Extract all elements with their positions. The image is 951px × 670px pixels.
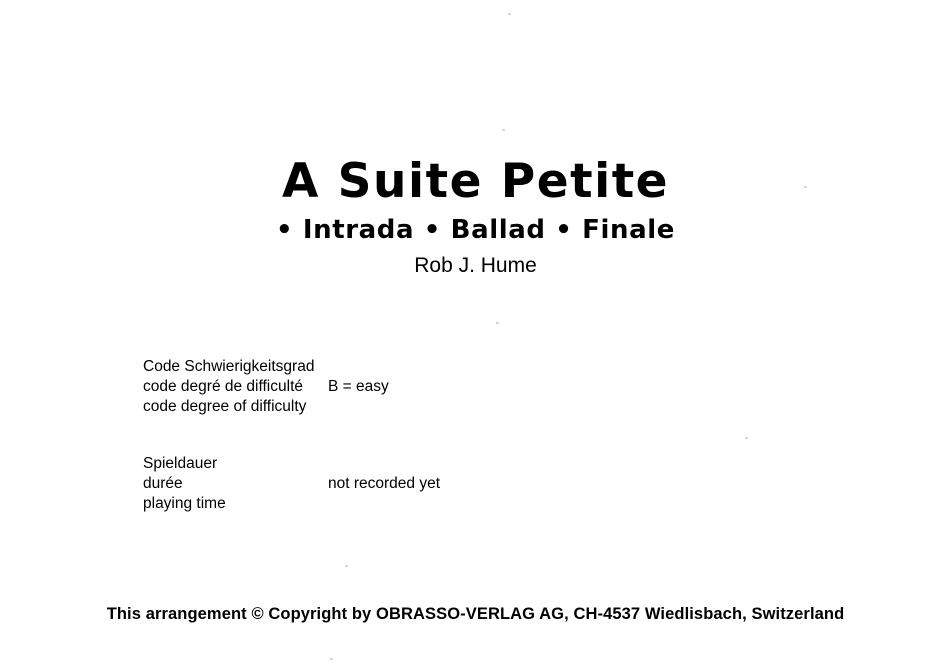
difficulty-labels (143, 357, 328, 417)
duration-value (328, 454, 440, 494)
scan-speck (345, 565, 348, 567)
difficulty-label-fr: code degré de difficulté (143, 378, 303, 395)
scan-speck (508, 13, 511, 15)
difficulty-value (328, 357, 389, 397)
difficulty-label-en: code degree of difficulty (143, 398, 307, 415)
scan-speck (496, 322, 499, 324)
scan-speck (502, 129, 505, 131)
duration-label-fr: durée (143, 475, 183, 492)
scan-speck (330, 658, 333, 660)
title-block (0, 154, 951, 277)
scan-speck (745, 437, 748, 439)
copyright-footer: This arrangement © Copyright by OBRASSO-VERLAG AG, CH-4537 Wiedlisbach, Switzerland (106, 605, 845, 623)
movements-subtitle: • Intrada • Ballad • Finale (275, 215, 676, 245)
difficulty-label-de: Code Schwierigkeitsgrad (143, 358, 315, 375)
duration-info (143, 454, 440, 514)
duration-label-de: Spieldauer (143, 455, 218, 472)
page-title: A Suite Petite (281, 154, 670, 209)
duration-labels (143, 454, 328, 514)
difficulty-info (143, 357, 389, 417)
composer-name: Rob J. Hume (414, 254, 537, 277)
duration-row (143, 454, 440, 514)
difficulty-value-text: B = easy (328, 378, 389, 395)
duration-value-text: not recorded yet (328, 475, 441, 492)
difficulty-row (143, 357, 389, 417)
duration-label-en: playing time (143, 495, 226, 512)
